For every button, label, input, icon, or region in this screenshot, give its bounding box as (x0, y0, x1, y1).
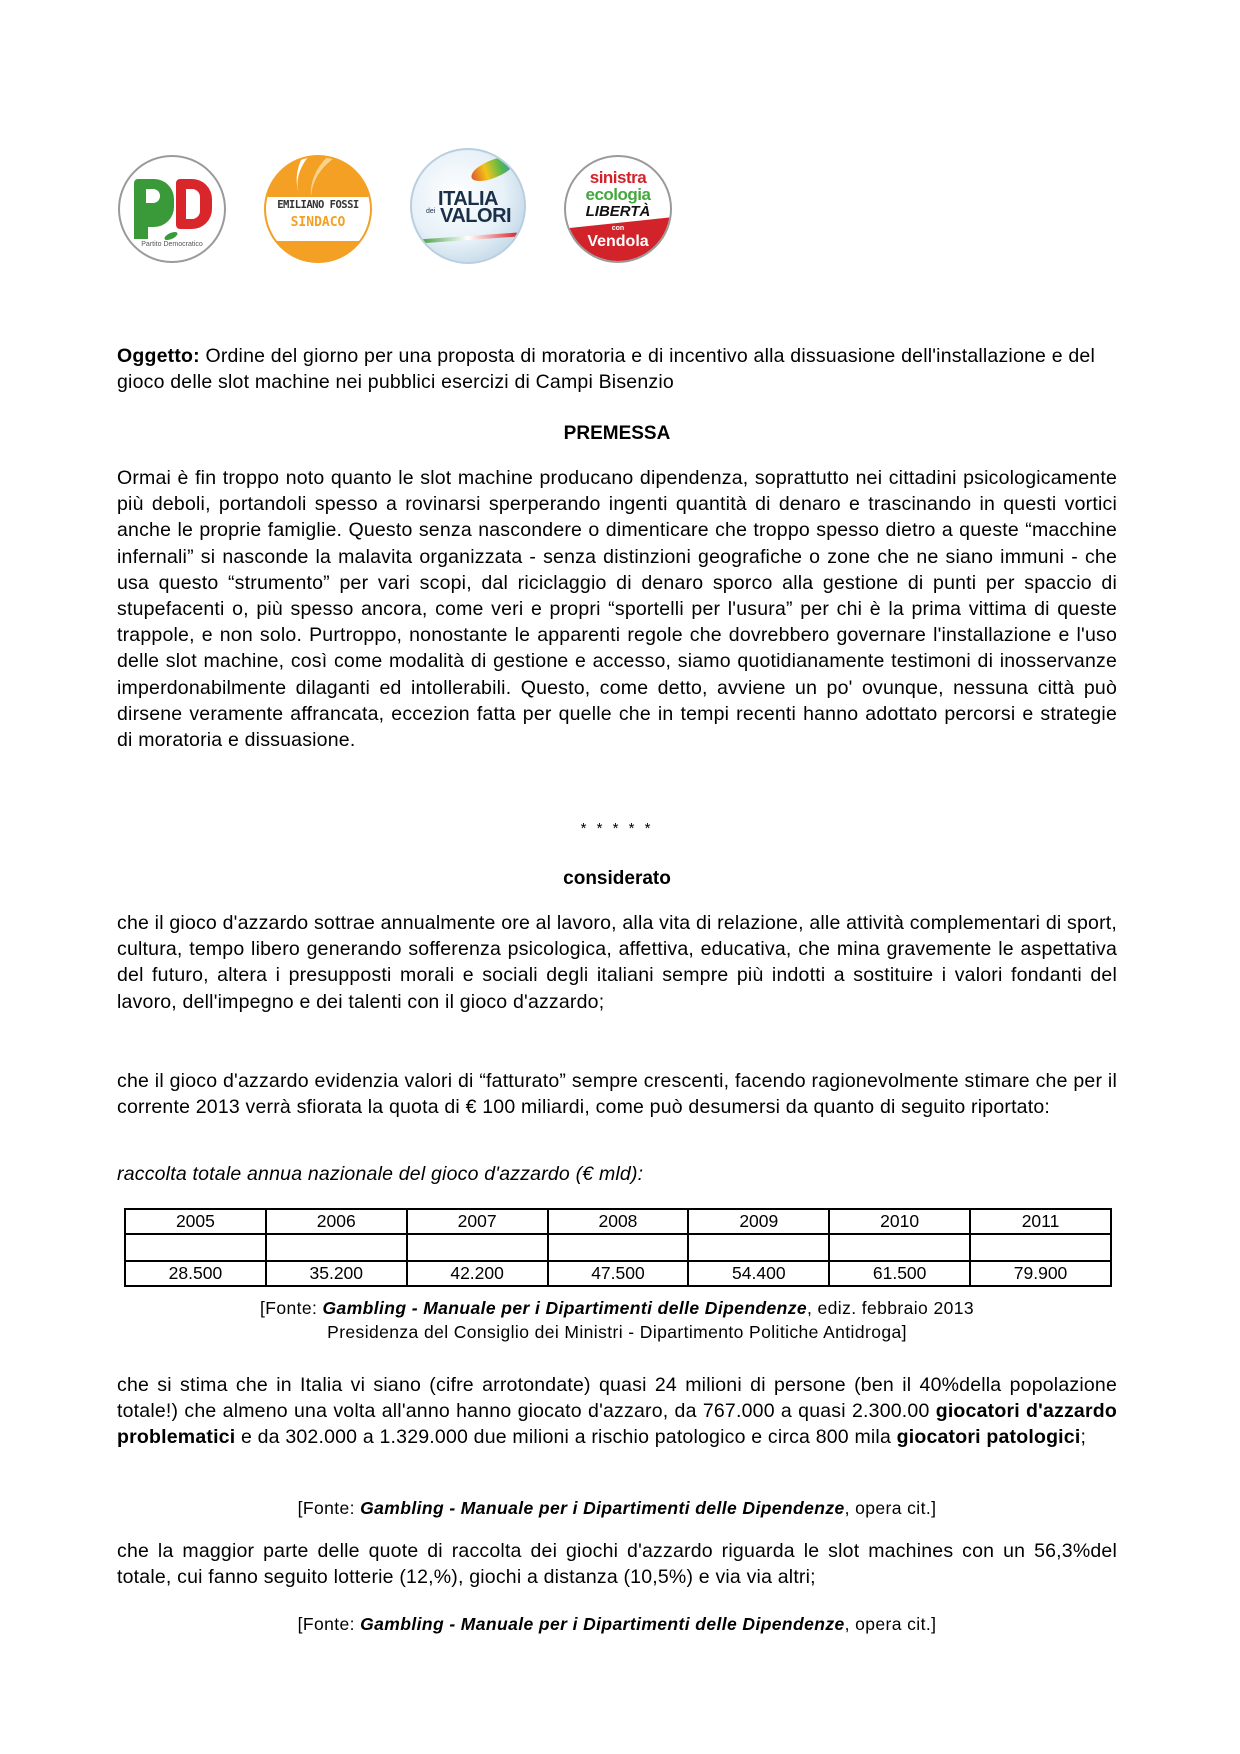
subject-line (117, 343, 1117, 395)
source-title: Gambling - Manuale per i Dipartimenti delle Dipendenze (360, 1498, 845, 1518)
value-cell: 28.500 (125, 1261, 266, 1286)
source-publisher: Presidenza del Consiglio dei Ministri - Dipartimento Politiche Antidroga] (327, 1322, 907, 1342)
value-cell: 47.500 (548, 1261, 689, 1286)
subject-label: Oggetto: (117, 345, 200, 367)
source-title: Gambling - Manuale per i Dipartimenti delle Dipendenze (322, 1298, 807, 1318)
premessa-heading: PREMESSA (563, 423, 671, 444)
year-cell: 2006 (266, 1209, 407, 1234)
gambling-revenue-table (124, 1208, 1112, 1287)
source-citation-2: [Fonte: Gambling - Manuale per i Dipartimenti delle Dipendenze, opera cit.] (297, 1498, 937, 1518)
italia-dei-valori-logo: ITALIA dei VALORI (410, 148, 526, 264)
emphasis-problematic-gamblers: giocatori d'azzardo problematici (117, 1400, 1117, 1449)
considerato-paragraph-3: che si stima che in Italia vi siano (cifre arrotondate) quasi 24 milioni di persone (ben il 40%della popolazione totale!) che almeno una volta all'anno hanno giocato d'azzaro, da 767.000 a quasi 2.300.00 giocatori d'azzardo problematici e da 302.000 a 1.329.000 due milioni a rischio patologico e circa 800 mila giocatori patologici; (117, 1374, 1117, 1449)
subject-text: Ordine del giorno per una proposta di moratoria e di incentivo alla dissuasione dell'installazione e del gioco delle slot machine nei pubblici esercizi di Campi Bisenzio (117, 345, 1095, 394)
year-cell: 2009 (688, 1209, 829, 1234)
section-separator: * * * * * (580, 820, 654, 837)
seagull-icon (468, 153, 517, 184)
value-cell: 79.900 (970, 1261, 1111, 1286)
considerato-paragraph-1: che il gioco d'azzardo sottrae annualmente ore al lavoro, alla vita di relazione, alle attività complementari di sport, cultura, tempo libero generando sofferenza psicologica, affettiva, educativa, che mina gravemente le aspettativa del futuro, altera i presupposti morali e sociali degli italiani sempre più indotti a sostituire i valori fondanti del lavoro, dell'impegno e dei talenti con il gioco d'azzardo; (117, 912, 1117, 1013)
year-cell: 2007 (407, 1209, 548, 1234)
value-cell: 54.400 (688, 1261, 829, 1286)
pd-logo (118, 155, 226, 263)
table-row-empty (125, 1234, 1111, 1261)
year-cell: 2005 (125, 1209, 266, 1234)
emphasis-pathological-gamblers: giocatori patologici (896, 1426, 1081, 1449)
table-caption: raccolta totale annua nazionale del gioco d'azzardo (€ mld): (117, 1163, 644, 1185)
value-cell: 42.200 (407, 1261, 548, 1286)
empty-cell (125, 1234, 266, 1261)
empty-cell (970, 1234, 1111, 1261)
empty-cell (266, 1234, 407, 1261)
considerato-paragraph-2: che il gioco d'azzardo evidenzia valori di “fatturato” sempre crescenti, facendo ragionevolmente stimare che per il corrente 2013 verrà sfiorata la quota di € 100 miliardi, come può desumersi da quanto di seguito riportato: (117, 1070, 1117, 1119)
year-cell: 2008 (548, 1209, 689, 1234)
value-cell: 35.200 (266, 1261, 407, 1286)
source-citation-1: [Fonte: Gambling - Manuale per i Dipartimenti delle Dipendenze, ediz. febbraio 2013 Presidenza del Consiglio dei Ministri - Dipartimento Politiche Antidroga] (117, 1296, 1117, 1344)
empty-cell (548, 1234, 689, 1261)
fossi-sindaco-logo (264, 155, 372, 263)
premessa-paragraph: Ormai è fin troppo noto quanto le slot machine producano dipendenza, soprattutto nei cittadini psicologicamente più deboli, portandoli spesso a rovinarsi sperperando ingenti quantità di denaro e trascinando in questi vortici anche le proprie famiglie. Questo senza nascondere o dimenticare che troppo spesso dietro a queste “macchine infernali” si nasconde la malavita organizzata - senza distinzioni geografiche o zone che ne siano immuni - che usa questo “strumento” per vari scopi, dal riciclaggio di denaro sporco alla gestione di punti per spaccio di stupefacenti o, più spesso ancora, come veri e propri “sportelli per l'usura” per chi è la prima vittima di queste trappole, e non solo. Purtroppo, nonostante le apparenti regole che dovrebbero governare l'installazione e l'uso delle slot machine, così come modalità di gestione e accesso, siamo quotidianamente testimoni di inosservanze imperdonabilmente dilaganti ed intollerabili. Questo, come detto, avviene un po' ovunque, nessuna città può dirsene veramente affrancata, eccezion fatta per quelle che in tempi recenti hanno adottato percorsi e strategie di moratoria e dissuasione. (117, 467, 1117, 752)
year-cell: 2010 (829, 1209, 970, 1234)
table-row-years (125, 1209, 1111, 1234)
italian-flag-stripe (418, 233, 518, 244)
source-citation-3: [Fonte: Gambling - Manuale per i Dipartimenti delle Dipendenze, opera cit.] (297, 1614, 937, 1634)
considerato-paragraph-4: che la maggior parte delle quote di raccolta dei giochi d'azzardo riguarda le slot machines con un 56,3%del totale, cui fanno seguito lotterie (12,%), giochi a distanza (10,5%) e via via altri; (117, 1540, 1117, 1589)
table-row-values (125, 1261, 1111, 1286)
source-title: Gambling - Manuale per i Dipartimenti delle Dipendenze (360, 1614, 845, 1634)
pd-logo-caption: Partito Democratico (141, 241, 203, 248)
year-cell: 2011 (970, 1209, 1111, 1234)
sel-vendola-logo: sinistra ecologia LIBERTÀ con Vendola (564, 155, 672, 263)
fossi-logo-role: SINDACO (290, 215, 346, 230)
empty-cell (407, 1234, 548, 1261)
value-cell: 61.500 (829, 1261, 970, 1286)
empty-cell (688, 1234, 829, 1261)
considerato-heading: considerato (563, 868, 671, 889)
fossi-logo-name: EMILIANO FOSSI (277, 199, 359, 211)
empty-cell (829, 1234, 970, 1261)
